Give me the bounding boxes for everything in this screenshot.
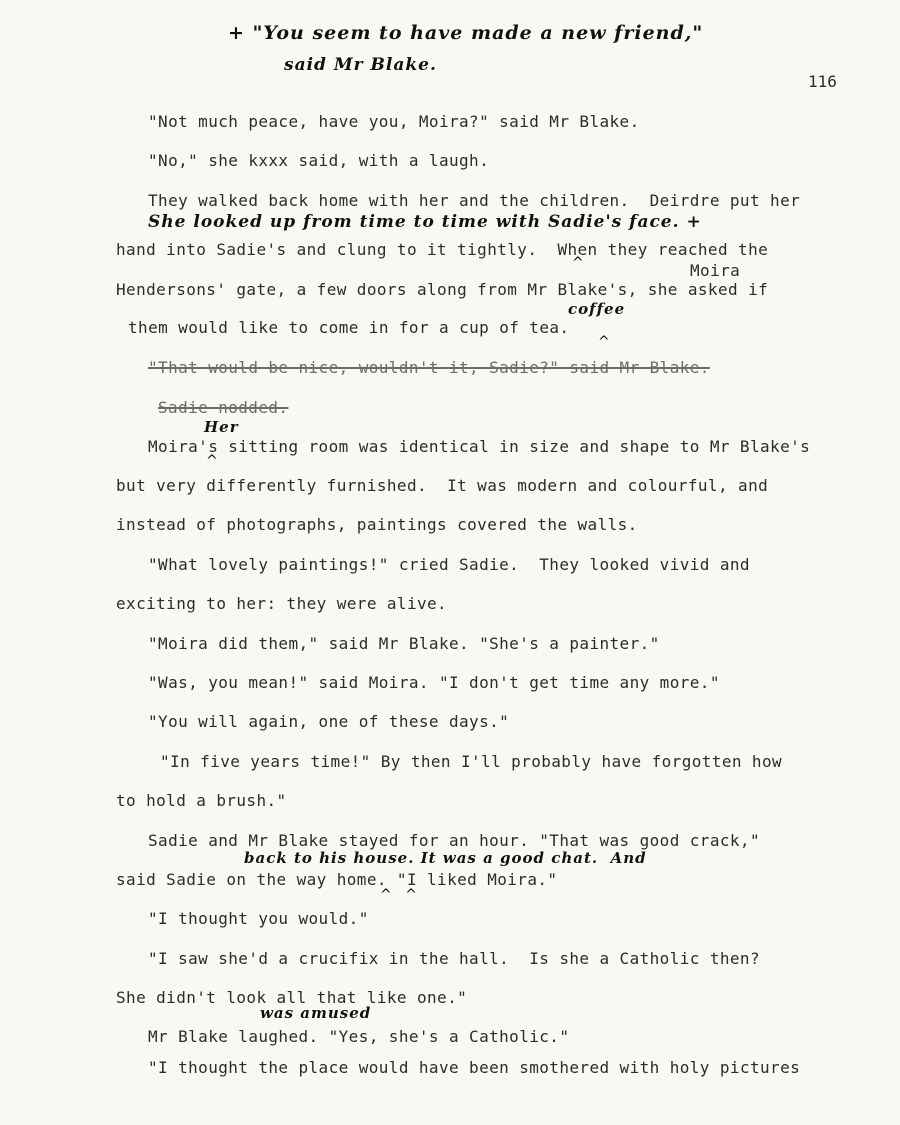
text-line-13: exciting to her: they were alive. xyxy=(116,594,448,613)
text-line-3: They walked back home with her and the children. Deirdre put her xyxy=(148,191,801,210)
text-line-2: "No," she kxxx said, with a laugh. xyxy=(148,151,490,170)
text-line-20: said Sadie on the way home. "I liked Moira." xyxy=(116,870,558,889)
struck-line-7: "That would be nice, wouldn't it, Sadie?" said Mr Blake. xyxy=(148,358,710,377)
handwritten-insert-top: + "You seem to have made a new friend," xyxy=(228,22,704,44)
text-line-18: to hold a brush." xyxy=(116,791,287,810)
text-line-10: but very differently furnished. It was modern and colourful, and xyxy=(116,476,769,495)
insert-above-line-5: Moira xyxy=(690,261,741,280)
insert-above-line-24: was amused xyxy=(260,1004,372,1022)
text-line-14: "Moira did them," said Mr Blake. "She's a painter." xyxy=(148,634,660,653)
text-line-25: "I thought the place would have been smothered with holy pictures xyxy=(148,1058,801,1077)
text-line-5: Hendersons' gate, a few doors along from Mr Blake's, she asked if xyxy=(116,280,769,299)
text-line-15: "Was, you mean!" said Moira. "I don't get time any more." xyxy=(148,673,720,692)
handwritten-line-3: She looked up from time to time with Sadie's face. + xyxy=(148,212,702,232)
text-line-4: hand into Sadie's and clung to it tightly. When they reached the xyxy=(116,240,769,259)
insert-above-line-6: coffee xyxy=(568,300,626,318)
struck-line-8: Sadie nodded. xyxy=(158,398,289,417)
text-line-11: instead of photographs, paintings covered the walls. xyxy=(116,515,638,534)
text-line-23: She didn't look all that like one." xyxy=(116,988,468,1007)
handwritten-insert-top-2: said Mr Blake. xyxy=(284,55,437,75)
text-line-1: "Not much peace, have you, Moira?" said Mr Blake. xyxy=(148,112,640,131)
page-number: 116 xyxy=(808,72,837,91)
text-line-21: "I thought you would." xyxy=(148,909,369,928)
insert-above-line-9: Her xyxy=(204,418,239,436)
text-line-22: "I saw she'd a crucifix in the hall. Is she a Catholic then? xyxy=(148,949,761,968)
handwritten-line-19: back to his house. It was a good chat. And xyxy=(244,849,647,867)
insertion-caret-3: ^ xyxy=(206,453,218,469)
text-line-9: Moira's sitting room was identical in size and shape to Mr Blake's xyxy=(148,437,811,456)
text-line-19: Sadie and Mr Blake stayed for an hour. "That was good crack," xyxy=(148,831,761,850)
insertion-caret-2: ^ xyxy=(598,334,610,350)
text-line-16: "You will again, one of these days." xyxy=(148,712,510,731)
insertion-caret: ^ xyxy=(572,255,584,271)
text-line-17: "In five years time!" By then I'll probably have forgotten how xyxy=(160,752,783,771)
text-line-12: "What lovely paintings!" cried Sadie. They looked vivid and xyxy=(148,555,750,574)
text-line-24: Mr Blake laughed. "Yes, she's a Catholic." xyxy=(148,1027,570,1046)
text-line-6: them would like to come in for a cup of tea. xyxy=(128,318,570,337)
insertion-caret-4: ^ ^ xyxy=(380,887,417,903)
